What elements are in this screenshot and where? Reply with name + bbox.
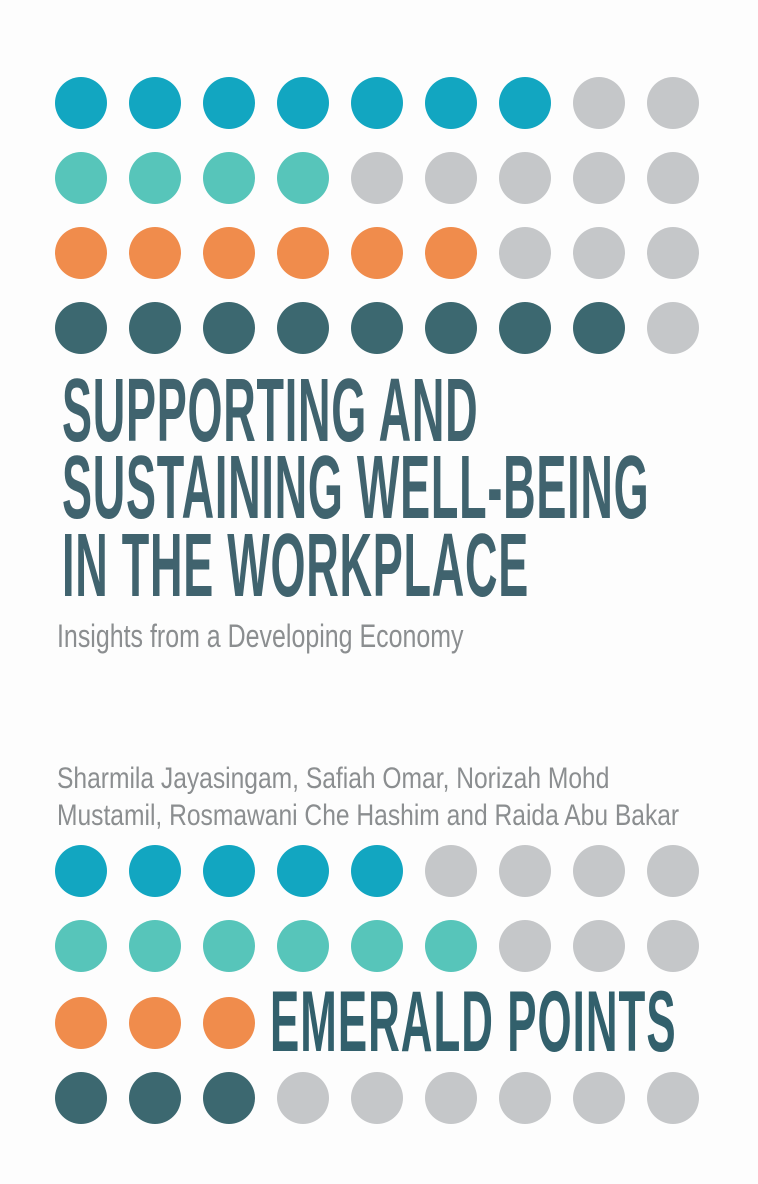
dot-gray <box>277 1072 329 1124</box>
authors-line-2: Mustamil, Rosmawani Che Hashim and Raida Abu Bakar <box>57 799 680 832</box>
dot-slate <box>203 302 255 354</box>
dot-slate <box>55 1072 107 1124</box>
dot-aqua <box>277 920 329 972</box>
dot-aqua <box>203 920 255 972</box>
dot-slate <box>129 302 181 354</box>
dot-orange <box>55 997 107 1049</box>
dot-slate <box>499 302 551 354</box>
dot-orange <box>277 227 329 279</box>
dot-teal <box>55 77 107 129</box>
title-line-2: SUSTAINING WELL-BEING <box>62 438 650 538</box>
series-label: EMERALD POINTS <box>270 974 677 1070</box>
dot-aqua <box>129 920 181 972</box>
dot-teal <box>351 845 403 897</box>
dot-gray <box>425 845 477 897</box>
dot-gray <box>647 152 699 204</box>
dot-gray <box>647 302 699 354</box>
book-subtitle: Insights from a Developing Economy <box>57 618 464 654</box>
dot-teal <box>351 77 403 129</box>
dot-gray <box>647 77 699 129</box>
dot-teal <box>129 845 181 897</box>
dot-aqua <box>55 920 107 972</box>
dot-teal <box>277 845 329 897</box>
dot-orange <box>203 227 255 279</box>
dot-gray <box>351 1072 403 1124</box>
dot-teal <box>425 77 477 129</box>
dot-slate <box>277 302 329 354</box>
dot-gray <box>499 1072 551 1124</box>
dot-teal <box>55 845 107 897</box>
dot-gray <box>647 920 699 972</box>
dot-slate <box>351 302 403 354</box>
dot-gray <box>647 227 699 279</box>
dot-orange <box>129 227 181 279</box>
dot-gray <box>573 227 625 279</box>
dot-teal <box>203 77 255 129</box>
dot-slate <box>425 302 477 354</box>
authors-line-1: Sharmila Jayasingam, Safiah Omar, Norizah Mohd <box>57 762 610 795</box>
dot-gray <box>647 845 699 897</box>
dot-teal <box>129 77 181 129</box>
dot-gray <box>499 920 551 972</box>
dot-aqua <box>203 152 255 204</box>
dot-gray <box>499 227 551 279</box>
dot-aqua <box>425 920 477 972</box>
dot-gray <box>573 152 625 204</box>
dot-gray <box>425 152 477 204</box>
book-authors <box>57 760 679 834</box>
dot-teal <box>203 845 255 897</box>
dot-slate <box>55 302 107 354</box>
dot-slate <box>129 1072 181 1124</box>
dot-gray <box>499 152 551 204</box>
title-line-1: SUPPORTING AND <box>62 361 479 461</box>
dot-teal <box>277 77 329 129</box>
dot-aqua <box>55 152 107 204</box>
dot-gray <box>351 152 403 204</box>
dot-orange <box>351 227 403 279</box>
title-line-3: IN THE WORKPLACE <box>62 516 529 616</box>
dot-gray <box>573 1072 625 1124</box>
dot-aqua <box>277 152 329 204</box>
dot-gray <box>573 77 625 129</box>
dot-aqua <box>129 152 181 204</box>
dot-gray <box>499 845 551 897</box>
dot-gray <box>647 1072 699 1124</box>
dot-gray <box>573 920 625 972</box>
dot-gray <box>425 1072 477 1124</box>
dot-orange <box>55 227 107 279</box>
dot-orange <box>425 227 477 279</box>
dot-gray <box>573 845 625 897</box>
dot-slate <box>573 302 625 354</box>
dot-orange <box>203 997 255 1049</box>
dot-aqua <box>351 920 403 972</box>
dot-orange <box>129 997 181 1049</box>
dot-teal <box>499 77 551 129</box>
dot-slate <box>203 1072 255 1124</box>
